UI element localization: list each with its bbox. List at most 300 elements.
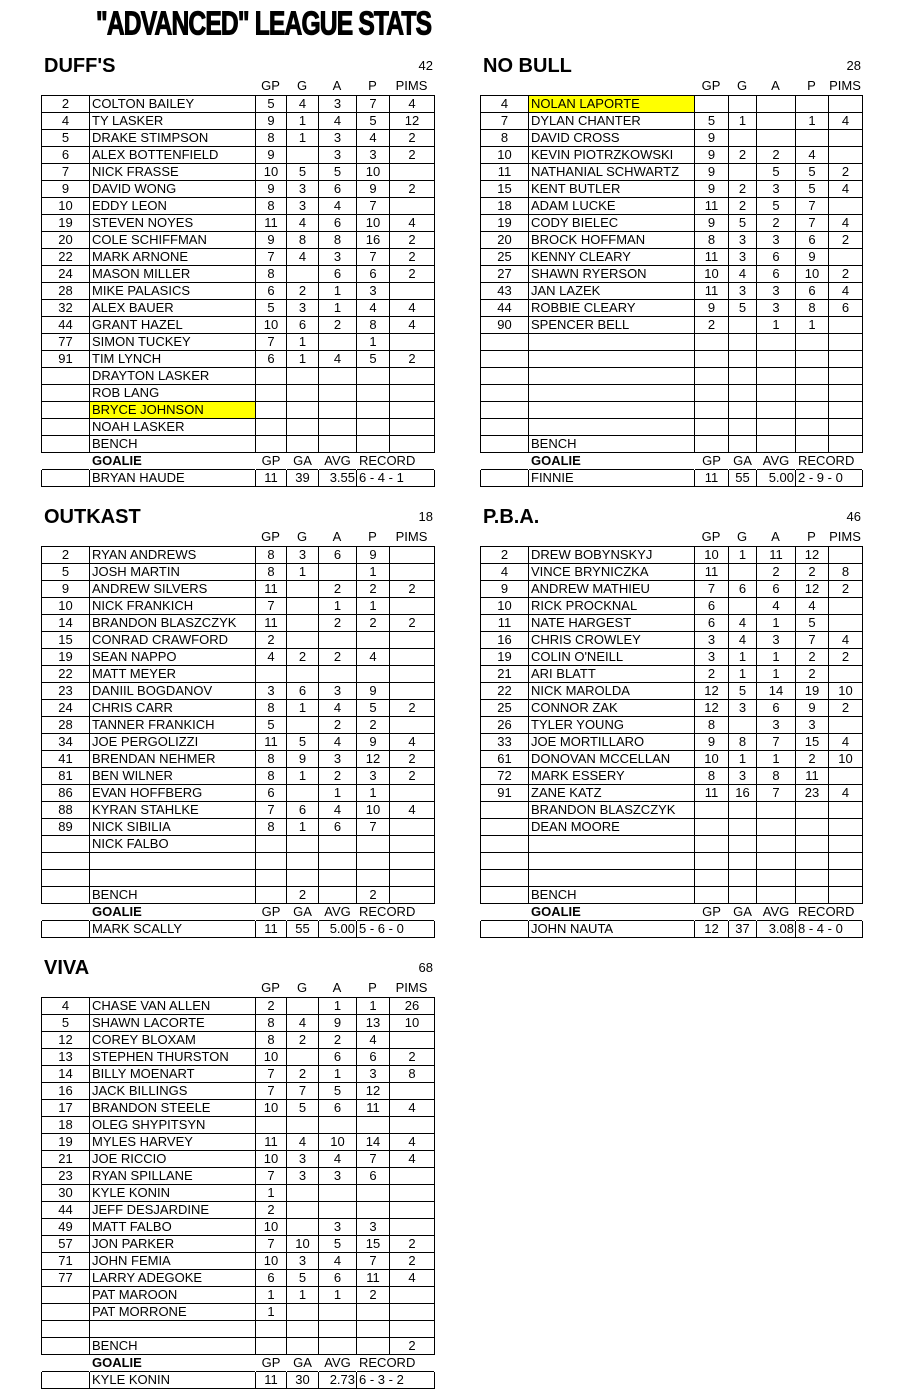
page-title: "ADVANCED" LEAGUE STATS [96,6,432,43]
player-name: DYLAN CHANTER [529,113,695,130]
stat-g: 3 [287,300,319,317]
player-number: 5 [42,130,90,147]
stat-g: 4 [729,266,757,283]
stat-gp: 8 [256,130,287,147]
goalie-avg: 5.00 [319,921,357,938]
goalie-name: FINNIE [529,470,695,487]
stat-a [757,836,796,853]
stat-gp [695,368,729,385]
player-row [42,700,435,717]
stat-g: 3 [287,1253,319,1270]
column-header-pims: PIMS [395,78,428,93]
stat-g [729,598,757,615]
stat-p [357,1185,390,1202]
stat-gp: 8 [256,564,287,581]
stat-g: 6 [287,802,319,819]
stat-gp [256,402,287,419]
player-name: OLEG SHYPITSYN [90,1117,256,1134]
player-name: DEAN MOORE [529,819,695,836]
stat-a [319,870,357,887]
stat-p: 15 [357,1236,390,1253]
stat-pims [829,768,863,785]
stat-pims [390,1168,435,1185]
player-number: 22 [42,666,90,683]
stat-gp: 6 [256,283,287,300]
player-name: CHRIS CARR [90,700,256,717]
goalie-record: 5 - 6 - 0 [357,921,435,938]
stat-p: 4 [357,130,390,147]
team-name: DUFF'S [44,55,116,77]
player-row [42,249,435,266]
stat-gp: 6 [256,785,287,802]
player-row [481,836,863,853]
stat-gp [695,96,729,113]
player-number: 34 [42,734,90,751]
player-name [90,870,256,887]
stat-pims: 4 [390,215,435,232]
stat-gp [695,802,729,819]
goalie-row [42,1372,435,1389]
player-name [529,853,695,870]
player-number [42,385,90,402]
stat-gp: 6 [695,615,729,632]
stat-a [319,1117,357,1134]
player-row [42,1066,435,1083]
stat-g: 2 [287,1032,319,1049]
goalie-ga: 30 [287,1372,319,1389]
goalie-header-ga: GA [287,453,319,470]
stat-pims [390,1032,435,1049]
stat-pims [829,547,863,564]
stat-pims: 2 [829,232,863,249]
stat-gp: 9 [695,147,729,164]
stat-gp: 7 [695,581,729,598]
player-number: 22 [42,249,90,266]
stat-gp: 9 [256,232,287,249]
player-name: MIKE PALASICS [90,283,256,300]
player-name: TIM LYNCH [90,351,256,368]
player-row [42,436,435,453]
stat-p [357,870,390,887]
stat-p: 2 [357,1287,390,1304]
stat-a: 1 [757,615,796,632]
header-spacer [480,78,528,94]
player-name: VINCE BRYNICZKA [529,564,695,581]
stat-pims [390,402,435,419]
column-header-g: G [296,78,308,93]
team-name: OUTKAST [44,506,141,528]
player-number: 6 [42,147,90,164]
player-row [42,1100,435,1117]
player-name: JACK BILLINGS [90,1083,256,1100]
stat-a: 6 [757,249,796,266]
stat-p: 12 [357,1083,390,1100]
goalie-ga: 55 [287,921,319,938]
stat-g: 1 [287,768,319,785]
player-row [42,1338,435,1355]
stat-a [319,1321,357,1338]
stat-p: 9 [796,249,829,266]
stat-g: 3 [729,283,757,300]
player-number: 19 [42,215,90,232]
stat-a [757,819,796,836]
stat-gp: 5 [695,113,729,130]
stat-a: 4 [319,351,357,368]
stat-g: 1 [287,113,319,130]
player-name: JOE RICCIO [90,1151,256,1168]
player-row [42,402,435,419]
stat-pims [390,632,435,649]
player-number: 7 [42,164,90,181]
player-number: 4 [481,96,529,113]
player-number: 32 [42,300,90,317]
player-row [42,334,435,351]
goalie-label: GOALIE [90,1355,256,1372]
header-spacer [481,453,529,470]
player-number: 19 [481,215,529,232]
stat-pims: 4 [829,785,863,802]
stat-p [796,802,829,819]
player-number: 19 [481,649,529,666]
stat-gp: 7 [256,802,287,819]
stat-gp: 11 [695,564,729,581]
player-row [42,181,435,198]
stat-a: 6 [319,181,357,198]
goalie-gp: 11 [695,470,729,487]
stat-g: 6 [729,581,757,598]
goalie-record: 8 - 4 - 0 [796,921,863,938]
column-headers [41,529,434,545]
stat-pims [390,1287,435,1304]
stat-pims: 4 [829,215,863,232]
stat-p [796,351,829,368]
stat-g: 5 [287,164,319,181]
player-name: COREY BLOXAM [90,1032,256,1049]
stat-a: 5 [757,164,796,181]
player-number: 2 [481,547,529,564]
player-row [481,300,863,317]
player-name: JAN LAZEK [529,283,695,300]
player-row [481,113,863,130]
stat-p: 4 [357,300,390,317]
stat-gp: 2 [256,1202,287,1219]
stat-a: 6 [319,266,357,283]
goalie-header-record: RECORD [796,453,863,470]
stat-gp: 8 [256,819,287,836]
player-number: 10 [42,598,90,615]
stat-pims: 6 [829,300,863,317]
player-number [42,1338,90,1355]
stat-pims [390,887,435,904]
player-number [42,1287,90,1304]
player-number: 11 [481,615,529,632]
stat-gp: 1 [256,1287,287,1304]
stat-a [757,402,796,419]
stat-a: 2 [319,615,357,632]
player-row [481,368,863,385]
player-row [481,181,863,198]
player-name: SHAWN RYERSON [529,266,695,283]
stats-table [41,997,435,1389]
stat-p: 1 [357,334,390,351]
player-number: 86 [42,785,90,802]
player-number: 44 [42,317,90,334]
stat-g [287,1049,319,1066]
stat-p: 7 [357,819,390,836]
player-number [42,436,90,453]
stat-g: 3 [729,249,757,266]
stat-a: 6 [757,700,796,717]
player-number: 10 [481,598,529,615]
player-row [42,1117,435,1134]
stat-g: 4 [729,615,757,632]
stat-a: 1 [319,785,357,802]
player-number [42,368,90,385]
stat-a: 5 [319,164,357,181]
stat-p: 12 [796,581,829,598]
stat-p [357,368,390,385]
column-header-g: G [296,980,308,995]
player-row [42,232,435,249]
player-name: BEN WILNER [90,768,256,785]
stat-p: 7 [357,198,390,215]
stat-gp: 1 [256,1304,287,1321]
player-row [481,853,863,870]
player-number: 18 [481,198,529,215]
stat-gp: 7 [256,1236,287,1253]
player-name: PAT MAROON [90,1287,256,1304]
stat-pims: 26 [390,998,435,1015]
stat-a: 4 [319,113,357,130]
stat-g: 5 [729,215,757,232]
player-name: DRAYTON LASKER [90,368,256,385]
column-header-p: P [807,529,816,544]
stat-a: 6 [319,1270,357,1287]
player-number: 57 [42,1236,90,1253]
stat-a [757,887,796,904]
player-row [42,351,435,368]
stat-g: 3 [287,198,319,215]
player-number [481,436,529,453]
player-name: ZANE KATZ [529,785,695,802]
goalie-number [481,921,529,938]
stat-g [287,1304,319,1321]
player-number: 24 [42,266,90,283]
stat-pims: 2 [390,1049,435,1066]
stat-g: 3 [287,547,319,564]
stat-g [287,1202,319,1219]
stat-gp [256,419,287,436]
stat-p: 7 [796,632,829,649]
stat-pims: 4 [390,1134,435,1151]
stat-gp: 3 [256,683,287,700]
team-name: NO BULL [483,55,572,77]
stat-pims [390,836,435,853]
stat-pims [829,147,863,164]
goalie-header-ga: GA [729,904,757,921]
stat-p: 3 [357,147,390,164]
stats-table [41,95,435,487]
stat-pims [390,1083,435,1100]
goalie-header-gp: GP [256,1355,287,1372]
player-number: 5 [42,564,90,581]
goalie-header-gp: GP [695,453,729,470]
stat-gp: 9 [695,130,729,147]
stat-p [796,836,829,853]
player-number: 30 [42,1185,90,1202]
player-row [42,581,435,598]
header-spacer [89,78,255,94]
stat-a: 4 [319,700,357,717]
stat-p: 4 [357,649,390,666]
stat-gp: 9 [695,734,729,751]
stat-g [287,853,319,870]
stat-p [796,436,829,453]
column-header-a: A [332,78,342,93]
player-name: BENCH [90,436,256,453]
stat-g [287,1321,319,1338]
stat-gp: 8 [256,198,287,215]
stat-p: 7 [796,215,829,232]
stat-gp: 8 [256,266,287,283]
stat-pims: 4 [829,113,863,130]
player-row [481,751,863,768]
stat-p [796,870,829,887]
goalie-gp: 12 [695,921,729,938]
stat-pims: 4 [390,300,435,317]
player-row [42,1168,435,1185]
stat-a [319,564,357,581]
stat-pims [390,1304,435,1321]
goalie-name: KYLE KONIN [90,1372,256,1389]
stat-pims [390,334,435,351]
stat-gp: 8 [256,547,287,564]
stat-p [357,402,390,419]
player-name: MASON MILLER [90,266,256,283]
stat-a: 1 [757,649,796,666]
goalie-number [42,921,90,938]
player-name: NATE HARGEST [529,615,695,632]
stat-p [796,853,829,870]
stat-a: 4 [319,734,357,751]
player-name: MATT MEYER [90,666,256,683]
stat-pims: 2 [390,615,435,632]
player-name: KENT BUTLER [529,181,695,198]
stat-pims: 2 [390,249,435,266]
goalie-header-record: RECORD [357,904,435,921]
player-number [481,351,529,368]
stat-gp: 6 [256,1270,287,1287]
stat-p [796,385,829,402]
team-total: 46 [846,509,861,524]
player-row [42,1270,435,1287]
stat-pims: 2 [390,181,435,198]
player-row [481,666,863,683]
stat-a [757,130,796,147]
stat-gp: 9 [256,147,287,164]
stat-a: 3 [319,147,357,164]
player-name [529,368,695,385]
player-row [42,1253,435,1270]
player-name: BROCK HOFFMAN [529,232,695,249]
player-name: DRAKE STIMPSON [90,130,256,147]
stat-a: 4 [319,802,357,819]
player-number: 44 [42,1202,90,1219]
player-number: 72 [481,768,529,785]
stat-a [757,853,796,870]
stat-a [757,334,796,351]
stat-g [287,402,319,419]
stat-g: 8 [729,734,757,751]
stat-g: 1 [287,334,319,351]
stat-pims [390,564,435,581]
stat-pims [829,615,863,632]
stat-pims: 8 [390,1066,435,1083]
player-number [42,853,90,870]
stat-pims [829,334,863,351]
stat-g [729,802,757,819]
player-row [42,853,435,870]
stat-p: 19 [796,683,829,700]
player-row [481,564,863,581]
stat-g: 2 [287,649,319,666]
column-header-gp: GP [261,980,280,995]
player-number: 11 [481,164,529,181]
player-row [481,632,863,649]
column-headers [41,980,434,996]
player-number: 90 [481,317,529,334]
stat-a [319,436,357,453]
stat-a [319,853,357,870]
stat-pims: 2 [829,164,863,181]
stat-a: 3 [757,717,796,734]
player-name: GRANT HAZEL [90,317,256,334]
column-header-p: P [368,980,377,995]
stat-p: 12 [796,547,829,564]
goalie-number [42,1372,90,1389]
stat-gp [256,1117,287,1134]
stat-g [729,402,757,419]
stat-a [757,113,796,130]
stat-pims: 10 [829,683,863,700]
player-row [481,249,863,266]
column-header-a: A [771,529,780,544]
player-number: 9 [42,581,90,598]
stat-pims [829,249,863,266]
stat-p: 12 [357,751,390,768]
player-row [481,130,863,147]
stat-pims: 2 [390,351,435,368]
goalie-ga: 39 [287,470,319,487]
player-name: STEVEN NOYES [90,215,256,232]
player-number: 4 [42,113,90,130]
goalie-number [42,470,90,487]
goalie-avg: 2.73 [319,1372,357,1389]
player-number [42,836,90,853]
player-number: 23 [42,683,90,700]
goalie-record: 2 - 9 - 0 [796,470,863,487]
stat-gp: 11 [695,198,729,215]
stat-gp: 9 [695,300,729,317]
stat-gp: 10 [256,1253,287,1270]
player-name: NATHANIAL SCHWARTZ [529,164,695,181]
stat-pims [829,717,863,734]
stat-a: 2 [319,581,357,598]
column-headers [480,529,862,545]
stat-p: 6 [796,283,829,300]
player-name [529,402,695,419]
stat-a [757,96,796,113]
